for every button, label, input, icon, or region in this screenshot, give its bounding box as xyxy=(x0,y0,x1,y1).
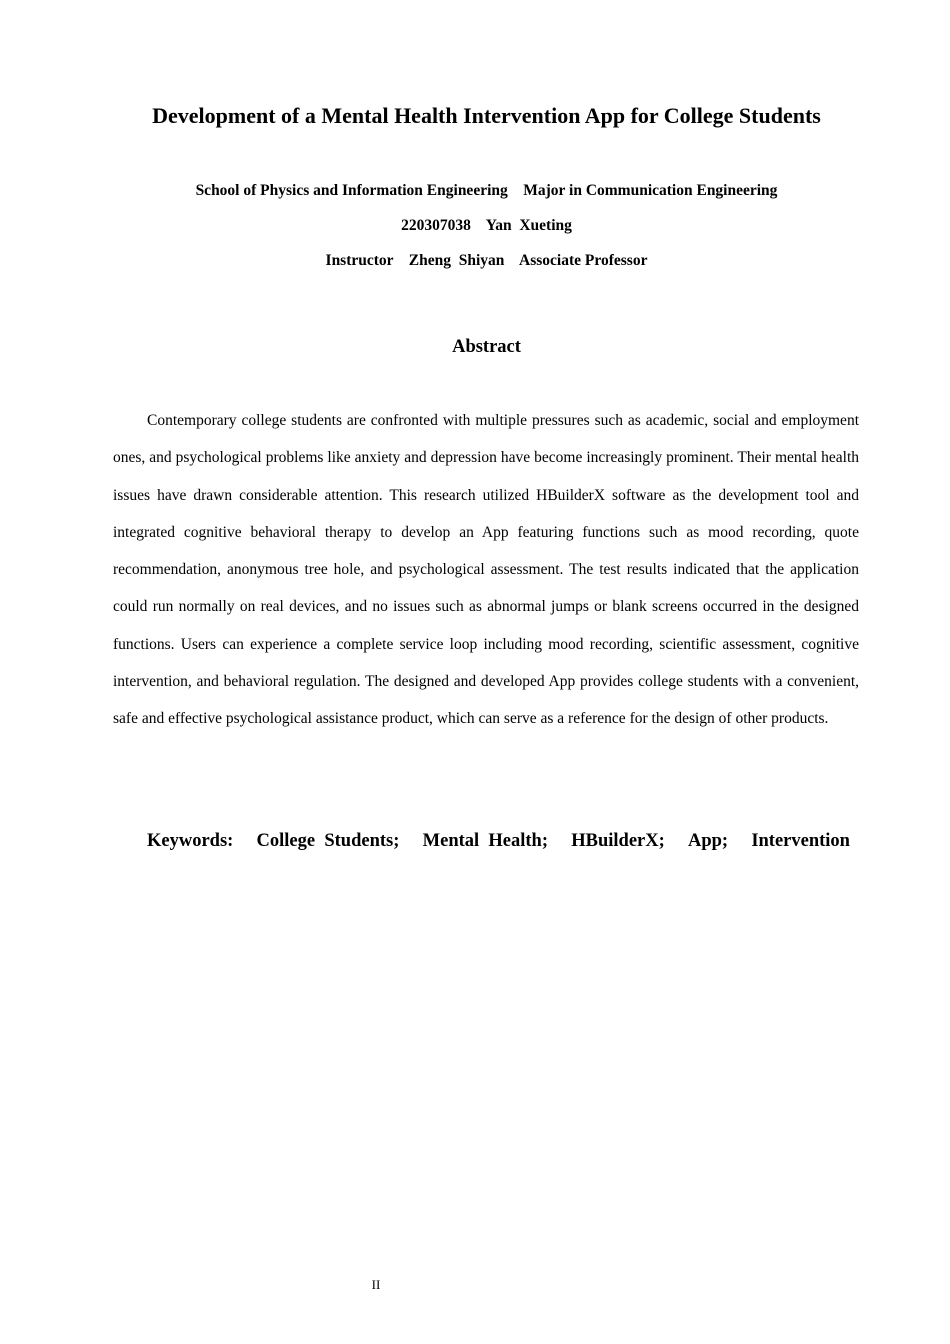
school-major-line: School of Physics and Information Engineering Major in Communication Engineering xyxy=(195,182,778,199)
page-number: II xyxy=(371,1277,381,1292)
keyword-item: Intervention xyxy=(751,831,850,851)
student-id-name-line: 220307038 Yan Xueting xyxy=(401,217,572,234)
abstract-body: Contemporary college students are confronted with multiple pressures such as academic, social and employment ones, and psychological problems like anxiety and depression have become increasingly prominent. Their mental health issues have drawn considerable attention. This research utilized HBuilderX software as the development tool and integrated cognitive behavioral therapy to develop an App featuring functions such as mood recording, quote recommendation, anonymous tree hole, and psychological assessment. The test results indicated that the application could run normally on real devices, and no issues such as abnormal jumps or blank screens occurred in the designed functions. Users can experience a complete service loop including mood recording, scientific assessment, cognitive intervention, and behavioral regulation. The designed and developed App provides college students with a convenient, safe and effective psychological assistance product, which can serve as a reference for the design of other products. xyxy=(113,412,859,728)
instructor-line: Instructor Zheng Shiyan Associate Professor xyxy=(325,252,648,269)
keyword-item: HBuilderX; xyxy=(571,831,665,851)
keywords-line xyxy=(147,828,850,854)
keyword-item: App; xyxy=(687,831,729,851)
keyword-item: Mental Health; xyxy=(422,831,549,851)
abstract-heading: Abstract xyxy=(452,337,521,357)
keywords-label: Keywords: xyxy=(147,831,234,851)
keyword-item: College Students; xyxy=(256,831,400,851)
document-title: Development of a Mental Health Intervention App for College Students xyxy=(152,103,821,128)
